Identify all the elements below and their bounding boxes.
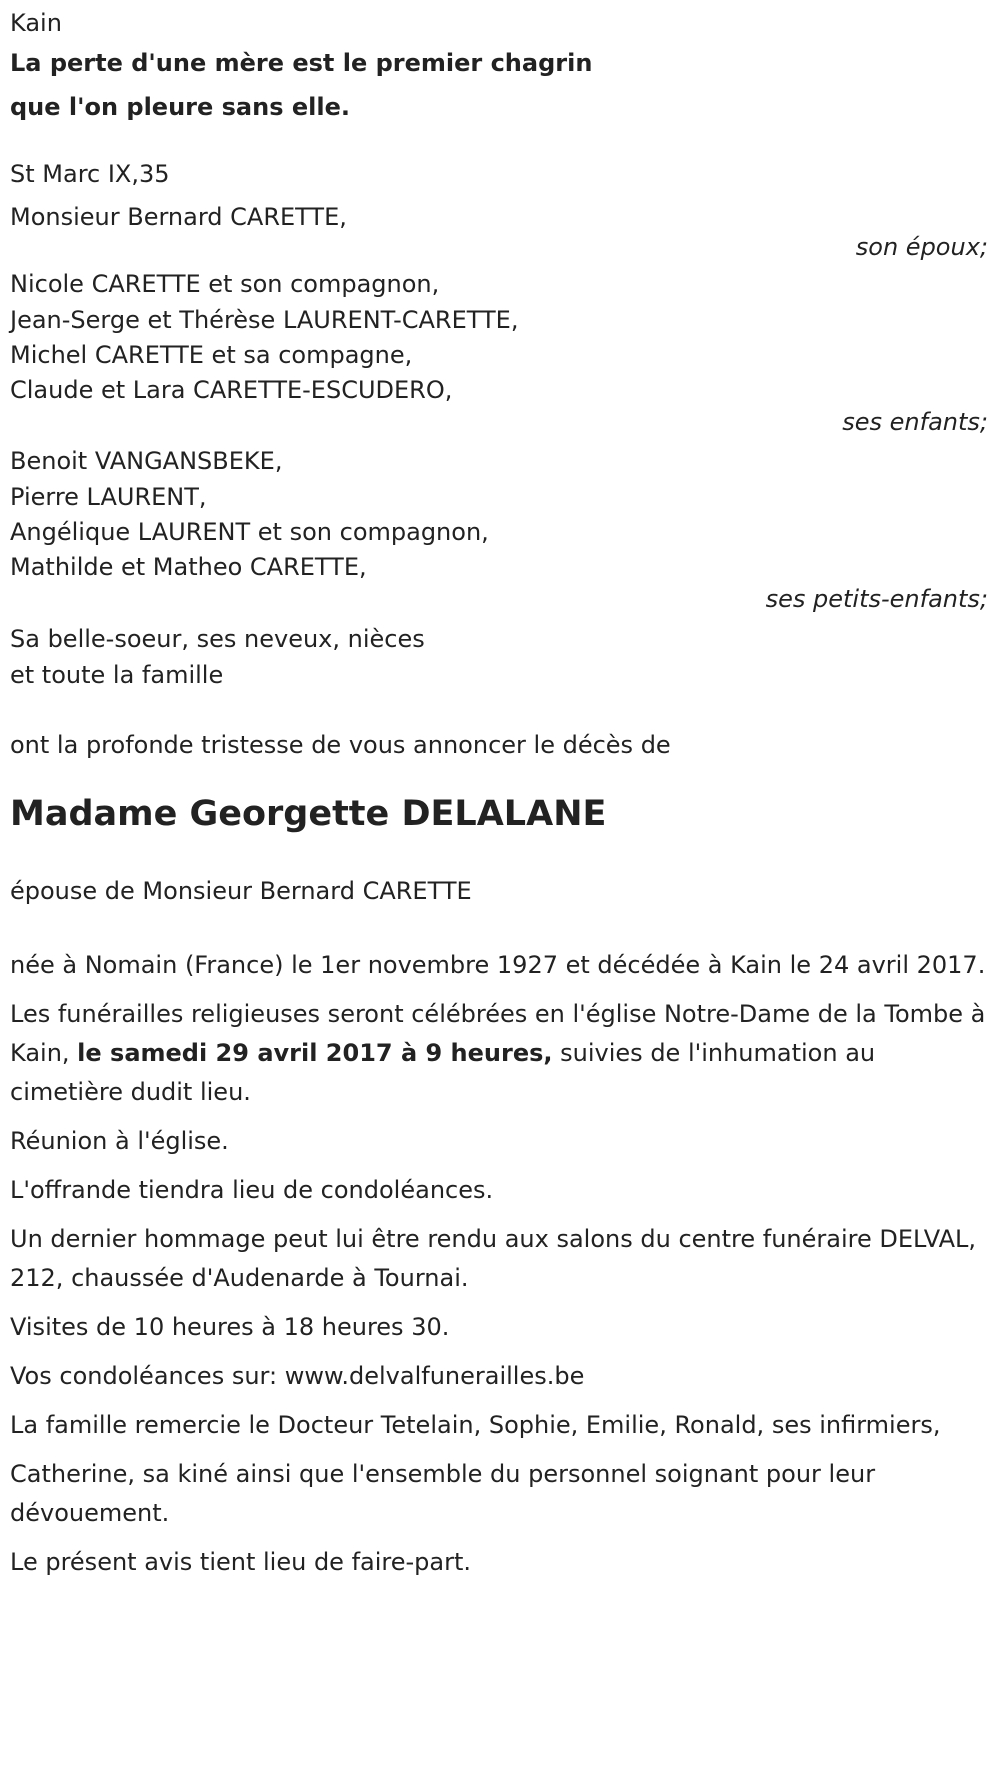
funeral-details — [10, 946, 990, 1582]
funeral-info — [10, 995, 990, 1112]
deceased-name: Madame Georgette DELALANE — [10, 794, 607, 834]
list-item: Angélique LAURENT et son compagnon, — [10, 518, 489, 546]
children-list — [10, 266, 990, 407]
notice-info: Le présent avis tient lieu de faire-part. — [10, 1548, 472, 1576]
list-item: Michel CARETTE et sa compagne, — [10, 341, 413, 369]
spouse-of: épouse de Monsieur Bernard CARETTE — [10, 877, 472, 905]
motto-line-1: La perte d'une mère est le premier chagrin — [10, 49, 593, 77]
list-item: Claude et Lara CARETTE-ESCUDERO, — [10, 376, 453, 404]
list-item: Sa belle-soeur, ses neveux, nièces — [10, 625, 425, 653]
other-relatives — [10, 620, 990, 692]
thanks-line-1: La famille remercie le Docteur Tetelain, Sophie, Emilie, Ronald, ses infirmiers, — [10, 1411, 941, 1439]
spouse-name: Monsieur Bernard CARETTE, — [10, 203, 347, 231]
grandchildren-list — [10, 443, 990, 584]
tribute-info: Un dernier hommage peut lui être rendu aux salons du centre funéraire DELVAL, 212, chaussée d'Audenarde à Tournai. — [10, 1225, 977, 1292]
thanks-line-2: Catherine, sa kiné ainsi que l'ensemble du personnel soignant pour leur dévouement. — [10, 1460, 876, 1527]
place: Kain — [10, 9, 62, 37]
list-item: Benoit VANGANSBEKE, — [10, 447, 283, 475]
list-item: Nicole CARETTE et son compagnon, — [10, 270, 440, 298]
children-role: ses enfants; — [842, 408, 988, 436]
announcement: ont la profonde tristesse de vous annoncer le décès de — [10, 731, 671, 759]
funeral-text-end: suivies de l'inhumation au cimetière dudit lieu. — [10, 1039, 876, 1106]
list-item: Mathilde et Matheo CARETTE, — [10, 553, 367, 581]
scripture-reference: St Marc IX,35 — [10, 160, 170, 188]
obituary-notice — [10, 6, 990, 1592]
motto-line-2: que l'on pleure sans elle. — [10, 93, 350, 121]
spouse-role: son époux; — [855, 233, 988, 261]
grandchildren-role: ses petits-enfants; — [765, 585, 988, 613]
visits-info: Visites de 10 heures à 18 heures 30. — [10, 1313, 450, 1341]
list-item: et toute la famille — [10, 661, 224, 689]
meeting-info: Réunion à l'église. — [10, 1127, 229, 1155]
funeral-date: le samedi 29 avril 2017 à 9 heures, — [77, 1039, 553, 1067]
list-item: Pierre LAURENT, — [10, 483, 207, 511]
birth-death: née à Nomain (France) le 1er novembre 1927 et décédée à Kain le 24 avril 2017. — [10, 951, 986, 979]
offering-info: L'offrande tiendra lieu de condoléances. — [10, 1176, 494, 1204]
list-item: Jean-Serge et Thérèse LAURENT-CARETTE, — [10, 306, 519, 334]
condolences-info: Vos condoléances sur: www.delvalfunerailles.be — [10, 1362, 585, 1390]
funeral-text-start: Les funérailles religieuses seront célébrées en l'église Notre-Dame de la Tombe à Kain, — [10, 1000, 986, 1067]
